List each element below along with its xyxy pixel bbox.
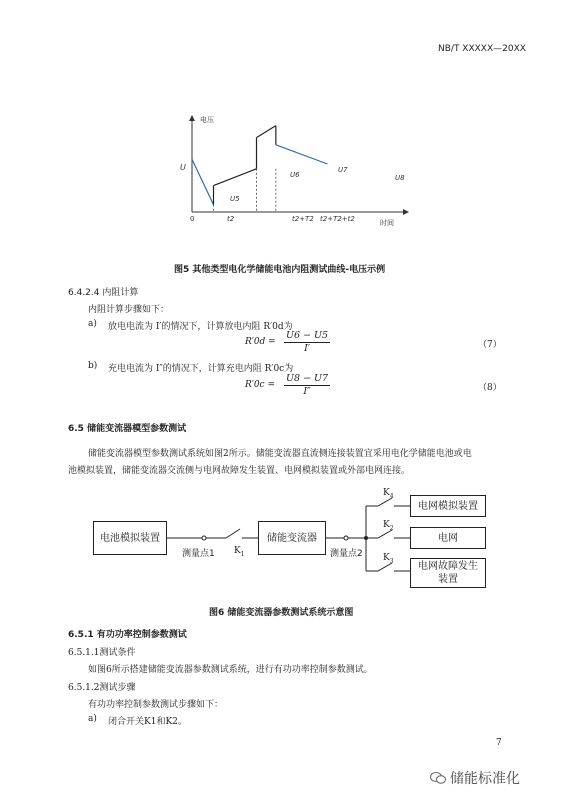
- document-id: NB/T XXXXX—20XX: [438, 44, 526, 54]
- section-65-para-line1: 储能变流器模型参数测试系统如图2所示。储能变流器直流侧连接装置宜采用电化学储能电池或电: [88, 449, 472, 459]
- item-b-text: 充电电流为 I″的情况下，计算充电内阻 R′0c为: [108, 364, 294, 374]
- measure-point-2-label: 测量点2: [330, 549, 363, 559]
- switch-k1-label: $K_1$: [234, 546, 245, 558]
- x-tick-2: t2+T2: [292, 215, 314, 223]
- section-651-heading: 6.5.1 有功功率控制参数测试: [68, 630, 187, 640]
- eq7-fraction: [284, 330, 330, 355]
- figure6-caption: 图6 储能变流器参数测试系统示意图: [209, 608, 354, 618]
- section-6424-heading: 6.4.2.4 内阻计算: [68, 288, 139, 298]
- curve-segment-3: [214, 169, 257, 186]
- section-65-para-line2: 池模拟装置，储能变流器交流侧与电网故障发生装置、电网模拟装置或外部电网连接。: [68, 466, 411, 476]
- section-6512-para: 有功功率控制参数测试步骤如下：: [88, 700, 224, 710]
- x-tick-3: t2+T2+t2: [320, 215, 355, 223]
- grid-simulator-box: 电网模拟装置: [410, 495, 486, 517]
- item-a-text: 放电电流为 I′的情况下，计算放电内阻 R′0d为: [108, 322, 293, 332]
- switch-k1-blade: [226, 529, 240, 538]
- switch-k2-label: $K_2$: [383, 520, 394, 532]
- eq8-number: （8）: [478, 383, 502, 393]
- switch-k3-label: $K_3$: [383, 553, 394, 565]
- item-a-prefix: a): [88, 319, 97, 329]
- eq7-number: （7）: [478, 340, 502, 350]
- battery-simulator-box: 电池模拟装置: [93, 521, 167, 555]
- eq7-denominator: I′: [304, 343, 311, 354]
- step-a-prefix: a): [88, 714, 97, 724]
- y-axis-label: 电压: [200, 116, 214, 124]
- wechat-icon: [430, 772, 446, 784]
- eq8-lhs: R′0c =: [245, 380, 275, 390]
- point-label-u8: U8: [395, 174, 405, 182]
- switch-k4-label: $K_4$: [383, 488, 394, 500]
- watermark: 储能标准化: [430, 768, 520, 788]
- curve-segment-1: [192, 159, 214, 205]
- figure5-caption: 图5 其他类型电化学储能电池内阻测试曲线-电压示例: [174, 265, 386, 275]
- grid-box: 电网: [410, 527, 486, 549]
- eq7-lhs: R′0d =: [245, 337, 276, 347]
- eq8-fraction: [284, 373, 330, 398]
- section-6511-para: 如图6所示搭建储能变流器参数测试系统，进行有功功率控制参数测试。: [88, 665, 373, 675]
- pcs-box: 储能变流器: [258, 521, 326, 555]
- point-label-u6: U6: [290, 171, 300, 179]
- grid-fault-generator-box: 电网故障发生 装置: [410, 558, 486, 588]
- eq8-numerator: U8 − U7: [286, 373, 329, 384]
- item-b-prefix: b): [88, 361, 98, 371]
- eq7-numerator: U6 − U5: [286, 330, 329, 341]
- voltage-curve: [192, 126, 327, 205]
- x-tick-0: 0: [190, 215, 195, 223]
- y-axis-marker: U: [180, 163, 186, 172]
- point-label-u5: U5: [230, 195, 240, 203]
- guide-lines: [214, 169, 276, 212]
- eq8-denominator: I″: [303, 386, 311, 397]
- measure-point-1-label: 测量点1: [182, 549, 215, 559]
- section-6424-intro: 内阻计算步骤如下：: [88, 305, 170, 315]
- page-number: 7: [496, 738, 502, 748]
- curve-segment-7: [276, 145, 328, 164]
- curve-segment-5: [257, 126, 276, 138]
- figure5-chart: [170, 108, 420, 233]
- section-65-heading: 6.5 储能变流器模型参数测试: [68, 424, 187, 434]
- x-tick-1: t2: [227, 215, 235, 223]
- section-6512-heading: 6.5.1.2测试步骤: [68, 683, 136, 693]
- step-a-text: 闭合开关K1和K2。: [108, 717, 187, 727]
- section-6511-heading: 6.5.1.1测试条件: [68, 648, 136, 658]
- x-axis-label: 时间: [380, 219, 394, 227]
- point-label-u7: U7: [338, 166, 348, 174]
